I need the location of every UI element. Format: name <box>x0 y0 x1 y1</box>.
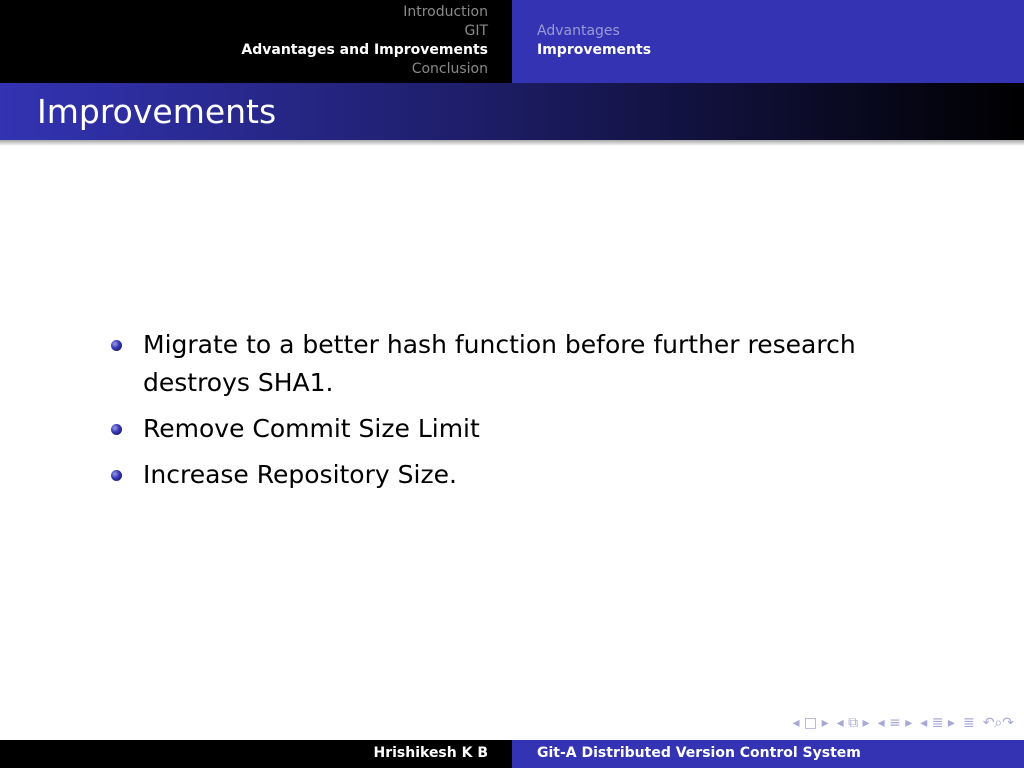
section-advantages-and-improvements-link[interactable]: Advantages and Improvements <box>241 42 488 58</box>
footer-author: Hrishikesh K B <box>373 745 488 761</box>
section-introduction-link[interactable]: Introduction <box>403 4 488 20</box>
navigation-symbols <box>792 714 1014 732</box>
list-item <box>111 410 911 448</box>
search-back-icon[interactable]: ↶⌕↷ <box>982 715 1014 731</box>
frame-title: Improvements <box>37 92 277 131</box>
bullet-ball-icon <box>111 340 122 351</box>
footer-short-title: Git-A Distributed Version Control System <box>537 745 861 761</box>
subsection-advantages-link[interactable]: Advantages <box>537 23 620 39</box>
section-list <box>241 3 488 79</box>
section-conclusion-link[interactable]: Conclusion <box>411 61 488 77</box>
footer-author-bar <box>0 740 512 768</box>
document-nav-icon[interactable]: ≣ <box>962 715 975 731</box>
section-nav-icon[interactable]: ◂ ≣ ▸ <box>920 715 955 731</box>
subsection-list <box>537 22 651 60</box>
bullet-text: Increase Repository Size. <box>143 460 457 489</box>
subsection-nav-icon[interactable]: ◂ ≡ ▸ <box>877 715 913 731</box>
slide-nav-icon[interactable]: ◂ □ ▸ <box>792 715 829 731</box>
bullet-text: Migrate to a better hash function before further research destroys SHA1. <box>143 330 856 397</box>
title-bar-shadow <box>0 140 1024 146</box>
bullet-ball-icon <box>111 424 122 435</box>
list-item <box>111 456 911 494</box>
subsection-improvements-link[interactable]: Improvements <box>537 42 652 58</box>
bullet-text: Remove Commit Size Limit <box>143 414 480 443</box>
subsection-navigation-bar <box>512 0 1024 83</box>
footer-title-bar <box>512 740 1024 768</box>
list-item <box>111 326 911 402</box>
bullet-ball-icon <box>111 470 122 481</box>
frame-nav-icon[interactable]: ◂ ⧉ ▸ <box>836 715 870 731</box>
section-git-link[interactable]: GIT <box>464 23 488 39</box>
bullet-list <box>111 326 911 502</box>
section-navigation-bar <box>0 0 512 83</box>
